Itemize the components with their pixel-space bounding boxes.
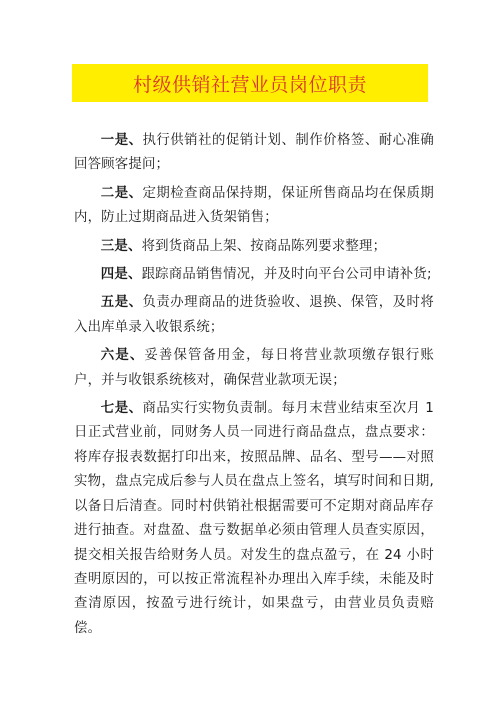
duty-paragraph-3 — [74, 235, 434, 259]
duties-body — [74, 129, 434, 645]
duty-paragraph-1 — [74, 129, 434, 178]
duty-lead-3: 三是、 — [100, 238, 142, 254]
duty-text-7: 商品实行实物负责制。每月末营业结束至次月 1 日正式营业前，同财务人员一同进行商品盘点，盘点要求：将库存报表数据打印出来，按照品牌、品名、型号——对照实物，盘点完成后参与人员在盘点上签名，填写时间和日期,以备日后清查。同时村供销社根据需要可不定期对商品库存进行抽查。对盘盈、盘亏数据单必须由管理人员查实原因，提交相关报告给财务人员。对发生的盘点盈亏，在 24 小时查明原因的，可以按正常流程补办理出入库手续，未能及时查清原因，按盈亏进行统计，如果盘亏，由营业员负责赔偿。 — [74, 401, 434, 636]
page-title: 村级供销社营业员岗位职责 — [132, 73, 367, 96]
duty-text-2: 定期检查商品保持期，保证所售商品均在保质期内，防止过期商品进入货架销售； — [74, 185, 434, 226]
duty-text-6: 妥善保管备用金，每日将营业款项缴存银行账户，并与收银系统核对，确保营业款项无误； — [74, 348, 435, 388]
duty-paragraph-7 — [74, 397, 434, 641]
duty-text-5: 负责办理商品的进货验收、退换、保管，及时将入出库单录入收银系统； — [74, 295, 434, 335]
duty-paragraph-2 — [74, 182, 434, 231]
duty-lead-4: 四是、 — [100, 267, 142, 283]
duty-lead-2: 二是、 — [100, 185, 143, 201]
duty-lead-7: 七是、 — [100, 401, 143, 417]
duty-text-4: 跟踪商品销售情况，并及时向平台公司申请补货; — [141, 267, 432, 283]
title-banner — [72, 64, 428, 102]
duty-paragraph-4 — [74, 263, 434, 287]
duty-paragraph-6 — [74, 344, 434, 393]
duty-text-1: 执行供销社的促销计划、制作价格签、耐心准确回答顾客提问； — [74, 133, 434, 173]
duty-lead-5: 五是、 — [100, 295, 143, 311]
duty-lead-1: 一是、 — [100, 133, 143, 148]
duty-paragraph-5 — [74, 291, 434, 340]
duty-text-3: 将到货商品上架、按商品陈列要求整理； — [141, 238, 387, 254]
duty-lead-6: 六是、 — [100, 348, 145, 364]
